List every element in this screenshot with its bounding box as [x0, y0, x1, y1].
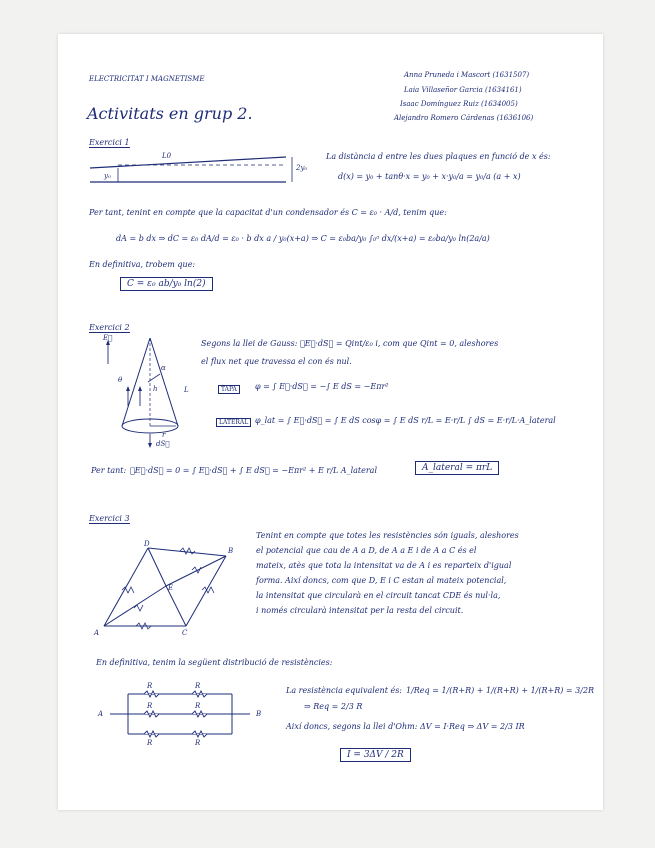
area-vector-label: dS⃗	[156, 440, 170, 448]
resistor-label-5: R	[147, 739, 153, 747]
resistor-label-6: R	[195, 739, 201, 747]
ex2-total-prefix: Per tant:	[91, 466, 127, 475]
y0-label: y₀	[104, 172, 111, 180]
author-2: Laia Villaseñor Garcia (1634161)	[404, 86, 522, 94]
ex3-distribution-text: En definitiva, tenim la següent distribució de resistències:	[96, 658, 333, 667]
author-4: Alejandro Romero Cárdenas (1636106)	[394, 114, 534, 122]
tapa-tag: TAPA	[218, 385, 240, 394]
resistor-label-1: R	[147, 682, 153, 690]
node-a-label: A	[94, 629, 100, 637]
height-label: 2y₀	[296, 164, 308, 172]
net-flux-text: el flux net que travessa el con és nul.	[201, 357, 352, 366]
author-3: Isaac Domínguez Ruiz (1634005)	[400, 100, 518, 108]
document-title: Activitats en grup 2.	[87, 104, 253, 123]
ex1-capacitance-text: Per tant, tenint en compte que la capacitat d'un condensador és C = ε₀ · A/d, tenim que:	[89, 208, 447, 217]
slant-length-label: L	[184, 386, 189, 394]
node-e-label: E	[168, 584, 174, 592]
theta-label: θ	[118, 376, 123, 384]
ex2-total-equation: ∮E⃗·dS⃗ = 0 = ∫ E⃗·dS⃗ + ∫ E dS⃗ = −Eπr² + E r/L A_lateral	[130, 466, 378, 475]
resistor-label-3: R	[147, 702, 153, 710]
resistor-label-2: R	[195, 682, 201, 690]
ex3-line-2: el potencial que cau de A a D, de A a E i de A a C és el	[256, 546, 477, 555]
lateral-flux-equation: φ_lat = ∫ E⃗·dS⃗ = ∫ E dS cosφ = ∫ E dS r/L = E·r/L ∫ dS = E·r/L·A_lateral	[255, 416, 556, 425]
ex1-distance-equation: d(x) = y₀ + tanθ·x = y₀ + x·y₀/a = y₀/a (a + x)	[338, 172, 521, 181]
alpha-label: α	[161, 364, 166, 372]
ex2-result-box: A_lateral = πrL	[415, 461, 499, 475]
ex1-integral-equation: dA = b dx ⇒ dC = ε₀ dA/d = ε₀ · b dx a / y₀(x+a) ⇒ C = ε₀ba/y₀ ∫₀ᵃ dx/(x+a) = ε₀ba/y₀ ln(2a/a)	[116, 234, 490, 243]
document-page	[58, 34, 603, 810]
gauss-law-text: Segons la llei de Gauss: ∮E⃗·dS⃗ = Qint/ε₀ i, com que Qint = 0, aleshores	[201, 339, 499, 348]
equivalent-resistance-equation: 1/Req = 1/(R+R) + 1/(R+R) + 1/(R+R) = 3/2R	[406, 686, 595, 695]
electric-field-label: E⃗	[103, 334, 113, 342]
tapa-flux-equation: φ = ∫ E⃗·dS⃗ = −∫ E dS = −Eπr²	[255, 382, 389, 391]
req-result: ⇒ Req = 2/3 R	[304, 702, 363, 711]
ex3-line-4: forma. Així doncs, com que D, E i C estan al mateix potencial,	[256, 576, 507, 585]
node-d-label: D	[144, 540, 150, 548]
course-title: ELECTRICITAT I MAGNETISME	[89, 75, 205, 83]
exercise-2-heading: Exercici 2	[89, 323, 130, 332]
equivalent-circuit-figure	[106, 686, 256, 742]
circuit-node-b-label: B	[256, 710, 262, 718]
ex1-result-box: C = ε₀ ab/y₀ ln(2)	[120, 277, 213, 291]
node-c-label: C	[182, 629, 188, 637]
ex3-result-box: I = 3ΔV / 2R	[340, 748, 411, 762]
ex3-line-6: i només circularà intensitat per la resta del circuit.	[256, 606, 464, 615]
ohm-law-equation: Així doncs, segons la llei d'Ohm: ΔV = I·Req ⇒ ΔV = 2/3 IR	[286, 722, 525, 731]
cone-figure	[100, 334, 190, 449]
ex3-line-1: Tenint en compte que totes les resistències són iguals, aleshores	[256, 531, 519, 540]
exercise-3-heading: Exercici 3	[89, 514, 130, 523]
plate-length-label: L0	[162, 152, 172, 160]
ex3-line-3: mateix, atès que tota la intensitat va de A i es reparteix d'igual	[256, 561, 512, 570]
radius-label: r	[162, 431, 166, 439]
exercise-1-heading: Exercici 1	[89, 138, 130, 147]
equivalent-resistance-text: La resistència equivalent és:	[286, 686, 402, 695]
ex3-line-5: la intensitat que circularà en el circuit tancat CDE és nul·la,	[256, 591, 501, 600]
lateral-tag: LATERAL	[216, 418, 251, 427]
circuit-node-a-label: A	[98, 710, 104, 718]
author-1: Anna Pruneda i Mascort (1631507)	[404, 71, 530, 79]
node-b-label: B	[228, 547, 234, 555]
capacitor-plates-figure	[88, 154, 298, 194]
cone-height-label: h	[153, 385, 158, 393]
resistor-label-4: R	[195, 702, 201, 710]
ex1-intro: La distància d entre les dues plaques en funció de x és:	[326, 152, 551, 161]
ex1-conclusion-text: En definitiva, trobem que:	[89, 260, 196, 269]
